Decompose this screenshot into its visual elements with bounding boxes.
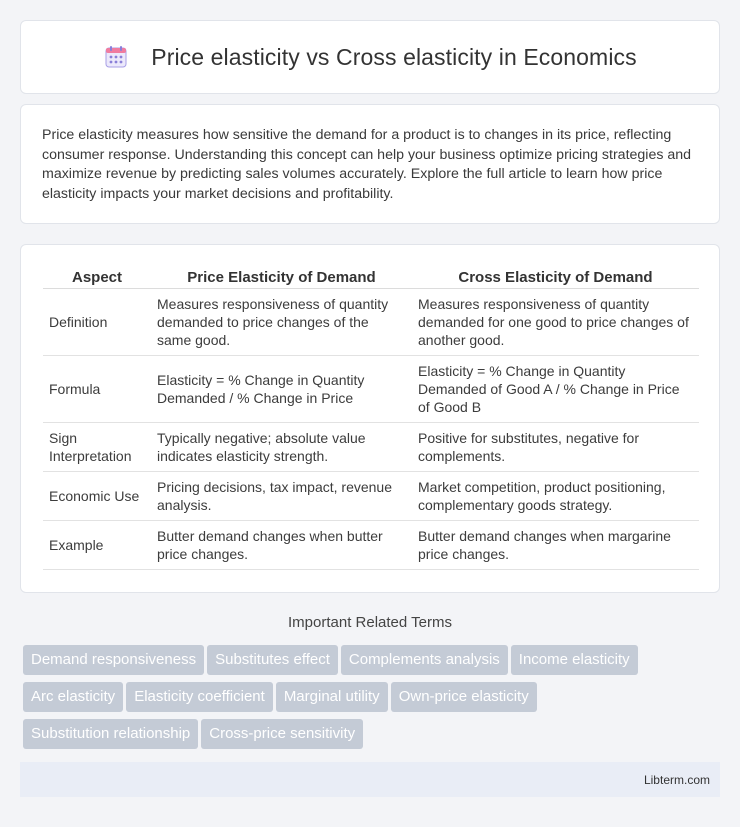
- related-terms-list: [23, 645, 723, 756]
- table-row: [43, 423, 699, 472]
- intro-text: Price elasticity measures how sensitive the demand for a product is to changes in its price, reflecting consumer response. Understanding this concept can help your business optimize pricing strategies and maximize revenue by predicting sales volumes accurately. Explore the full article to learn how price elasticity impacts your market decisions and profitability.: [42, 127, 692, 202]
- row-aspect: Economic Use: [43, 472, 151, 521]
- header-price-elasticity: Price Elasticity of Demand: [151, 267, 412, 289]
- table-row: [43, 472, 699, 521]
- row-aspect: Example: [43, 521, 151, 570]
- row-price-value: Elasticity = % Change in Quantity Demanded / % Change in Price: [151, 356, 412, 423]
- row-cross-value: Measures responsiveness of quantity demanded for one good to price changes of another good.: [412, 289, 699, 356]
- related-term-tag[interactable]: Substitutes effect: [207, 645, 338, 675]
- title-card: [20, 20, 720, 94]
- table-row: [43, 356, 699, 423]
- row-cross-value: Positive for substitutes, negative for complements.: [412, 423, 699, 472]
- related-term-tag[interactable]: Income elasticity: [511, 645, 638, 675]
- intro-card: [20, 104, 720, 224]
- calendar-grid-icon: [103, 44, 129, 70]
- related-term-tag[interactable]: Substitution relationship: [23, 719, 198, 749]
- row-aspect: Definition: [43, 289, 151, 356]
- row-cross-value: Elasticity = % Change in Quantity Demanded of Good A / % Change in Price of Good B: [412, 356, 699, 423]
- table-row: [43, 289, 699, 356]
- row-price-value: Typically negative; absolute value indicates elasticity strength.: [151, 423, 412, 472]
- footer-brand-link[interactable]: Libterm.com: [643, 772, 710, 787]
- comparison-card: [20, 244, 720, 593]
- related-term-tag[interactable]: Demand responsiveness: [23, 645, 204, 675]
- table-header-row: [43, 267, 699, 289]
- related-term-tag[interactable]: Cross-price sensitivity: [201, 719, 363, 749]
- row-cross-value: Market competition, product positioning, complementary goods strategy.: [412, 472, 699, 521]
- row-cross-value: Butter demand changes when margarine price changes.: [412, 521, 699, 570]
- related-term-tag[interactable]: Complements analysis: [341, 645, 508, 675]
- page-title: Price elasticity vs Cross elasticity in Economics: [151, 43, 637, 70]
- related-term-tag[interactable]: Own-price elasticity: [391, 682, 537, 712]
- row-price-value: Measures responsiveness of quantity demanded to price changes of the same good.: [151, 289, 412, 356]
- comparison-table: [43, 267, 699, 570]
- row-price-value: Pricing decisions, tax impact, revenue analysis.: [151, 472, 412, 521]
- table-row: [43, 521, 699, 570]
- related-term-tag[interactable]: Elasticity coefficient: [126, 682, 273, 712]
- footer: [20, 762, 720, 797]
- related-term-tag[interactable]: Marginal utility: [276, 682, 388, 712]
- row-aspect: Formula: [43, 356, 151, 423]
- row-aspect: Sign Interpretation: [43, 423, 151, 472]
- header-cross-elasticity: Cross Elasticity of Demand: [412, 267, 699, 289]
- related-term-tag[interactable]: Arc elasticity: [23, 682, 123, 712]
- header-aspect: Aspect: [43, 267, 151, 289]
- row-price-value: Butter demand changes when butter price changes.: [151, 521, 412, 570]
- related-terms-title: Important Related Terms: [288, 614, 452, 631]
